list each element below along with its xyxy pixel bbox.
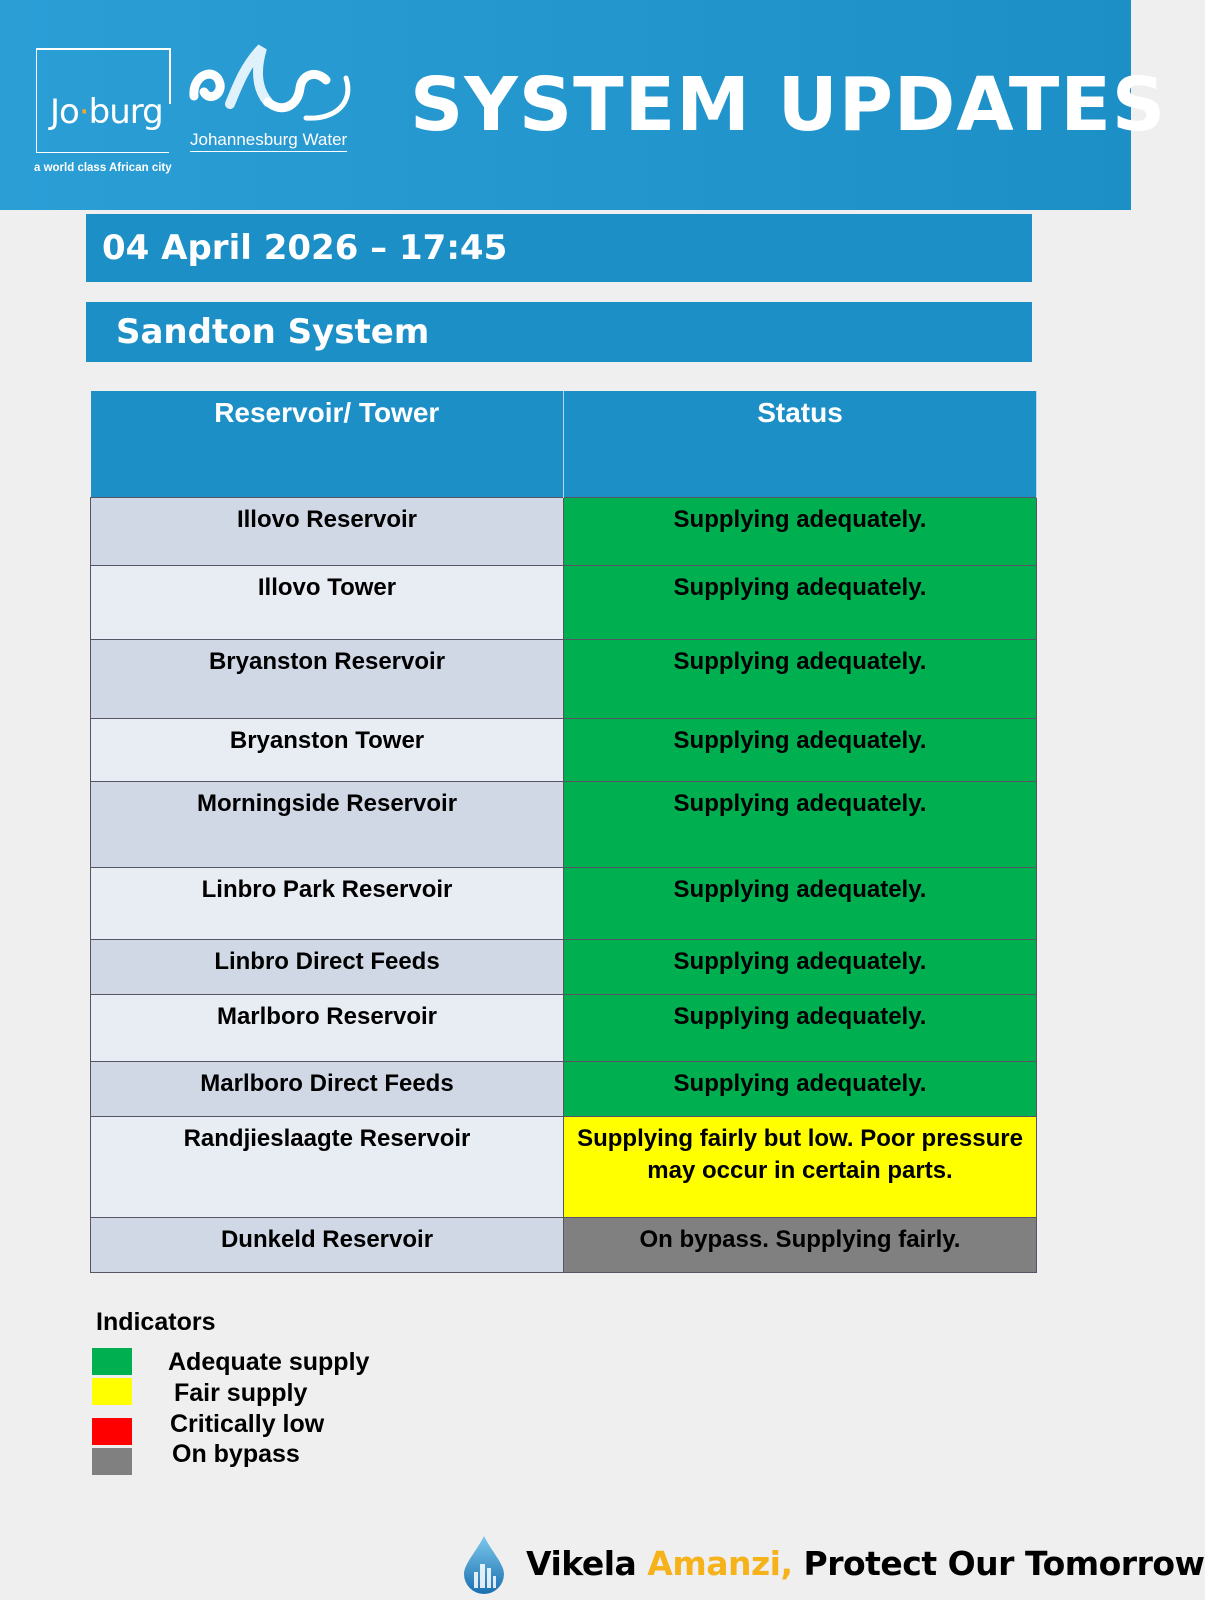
column-header-reservoir: Reservoir/ Tower (91, 391, 564, 497)
on-bypass-swatch (92, 1448, 132, 1475)
table-row (91, 497, 1037, 565)
fair-supply-label: Fair supply (174, 1379, 308, 1407)
status-cell: Supplying adequately. (564, 497, 1037, 565)
joburg-logo-text: Jo·burg (50, 92, 163, 132)
indicators-title: Indicators (96, 1308, 216, 1336)
system-name-bar: Sandton System (86, 302, 1032, 362)
slogan-amanzi: Amanzi, (647, 1544, 793, 1583)
table-row (91, 639, 1037, 718)
water-drop-icon (462, 1534, 506, 1594)
on-bypass-label: On bypass (172, 1440, 300, 1468)
table-row (91, 718, 1037, 781)
reservoir-name: Morningside Reservoir (91, 781, 564, 867)
reservoir-name: Linbro Park Reservoir (91, 867, 564, 939)
page-title: SYSTEM UPDATES (410, 62, 1167, 148)
johannesburg-water-name: Johannesburg Water (190, 130, 347, 152)
table-row (91, 781, 1037, 867)
table-row (91, 565, 1037, 639)
reservoir-name: Randjieslaagte Reservoir (91, 1116, 564, 1217)
status-cell: On bypass. Supplying fairly. (564, 1217, 1037, 1272)
reservoir-status-table (90, 391, 1037, 1273)
footer-slogan (462, 1530, 1205, 1596)
reservoir-name: Bryanston Reservoir (91, 639, 564, 718)
header-banner (0, 0, 1167, 210)
status-cell: Supplying adequately. (564, 1061, 1037, 1116)
reservoir-name: Illovo Tower (91, 565, 564, 639)
reservoir-name: Bryanston Tower (91, 718, 564, 781)
adequate-supply-swatch (92, 1348, 132, 1375)
water-waves-icon (186, 44, 366, 128)
table-row (91, 1116, 1037, 1217)
adequate-supply-label: Adequate supply (168, 1348, 370, 1376)
table-row (91, 1217, 1037, 1272)
table-row (91, 994, 1037, 1061)
status-cell: Supplying adequately. (564, 994, 1037, 1061)
status-cell: Supplying adequately. (564, 718, 1037, 781)
joburg-tagline: a world class African city (34, 162, 172, 174)
table-row (91, 939, 1037, 994)
reservoir-name: Marlboro Direct Feeds (91, 1061, 564, 1116)
johannesburg-water-logo (186, 44, 366, 156)
status-cell: Supplying adequately. (564, 939, 1037, 994)
reservoir-name: Dunkeld Reservoir (91, 1217, 564, 1272)
table-header-row (91, 391, 1037, 497)
date-time-bar: 04 April 2026 – 17:45 (86, 214, 1032, 282)
reservoir-name: Linbro Direct Feeds (91, 939, 564, 994)
status-cell: Supplying adequately. (564, 867, 1037, 939)
critically-low-label: Critically low (170, 1410, 325, 1438)
critically-low-swatch (92, 1418, 132, 1445)
status-cell: Supplying adequately. (564, 639, 1037, 718)
reservoir-name: Marlboro Reservoir (91, 994, 564, 1061)
table-row (91, 867, 1037, 939)
joburg-logo (28, 48, 178, 180)
status-cell: Supplying fairly but low. Poor pressure may occur in certain parts. (564, 1116, 1037, 1217)
status-cell: Supplying adequately. (564, 565, 1037, 639)
slogan-text: Vikela Amanzi, Protect Our Tomorrow (526, 1544, 1205, 1583)
column-header-status: Status (564, 391, 1037, 497)
reservoir-name: Illovo Reservoir (91, 497, 564, 565)
table-row (91, 1061, 1037, 1116)
status-cell: Supplying adequately. (564, 781, 1037, 867)
fair-supply-swatch (92, 1378, 132, 1405)
